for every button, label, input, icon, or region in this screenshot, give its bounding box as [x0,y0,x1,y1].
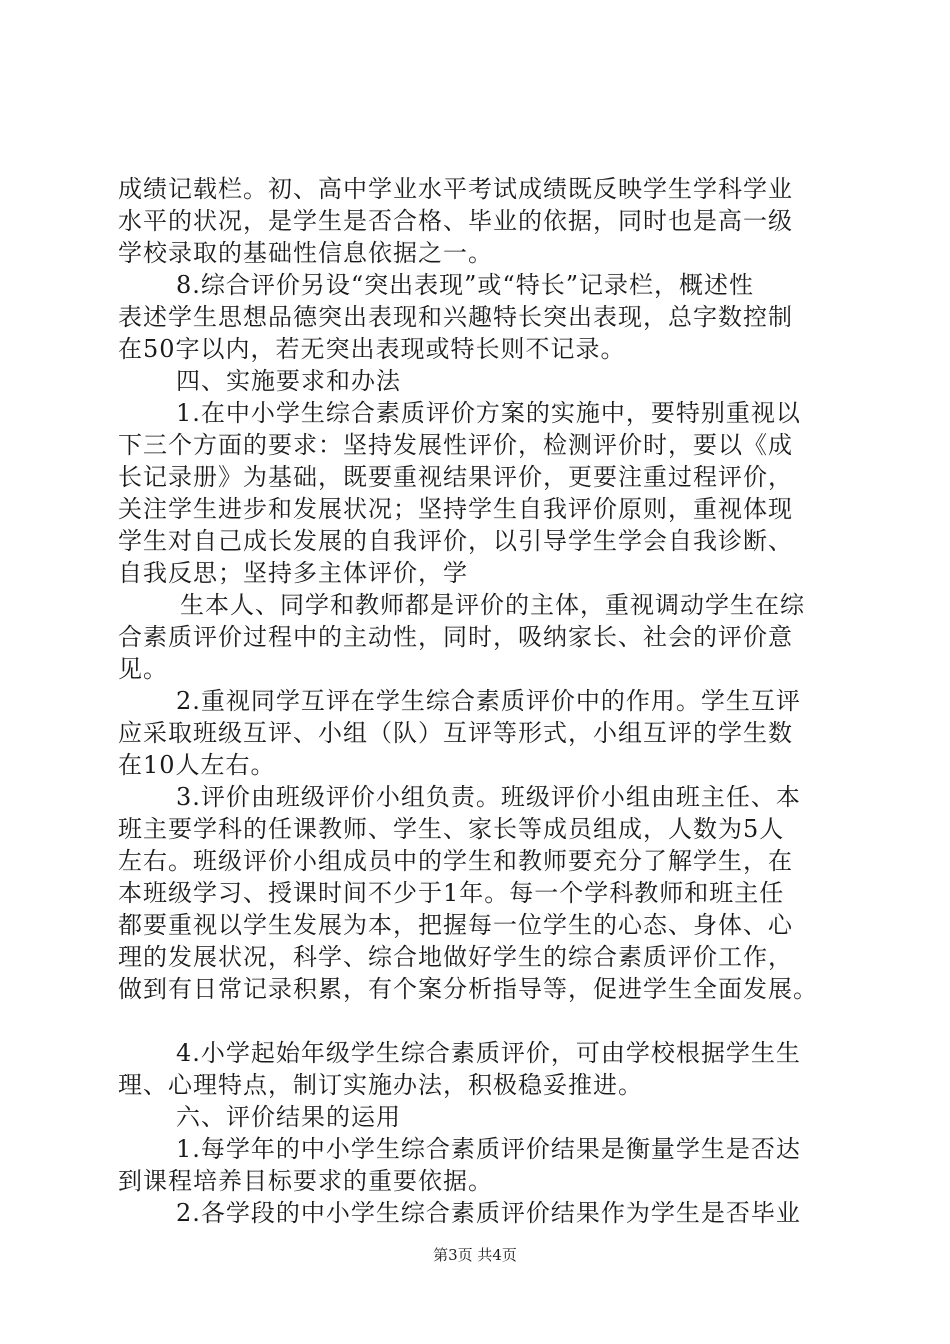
text-line: 做到有日常记录积累，有个案分析指导等，促进学生全面发展。 [118,975,818,1003]
section-heading: 四、实施要求和办法 [176,367,401,395]
text-line: 学校录取的基础性信息依据之一。 [118,239,493,267]
text-line: 水平的状况，是学生是否合格、毕业的依据，同时也是高一级 [118,207,793,235]
text-line: 到课程培养目标要求的重要依据。 [118,1167,493,1195]
paragraph-start: 4.小学起始年级学生综合素质评价，可由学校根据学生生 [176,1039,801,1067]
paragraph-start: 8.综合评价另设“突出表现”或“特长”记录栏，概述性 [176,271,754,299]
document-body [118,173,838,1229]
text-line: 学生对自己成长发展的自我评价，以引导学生学会自我诊断、 [118,527,793,555]
text-line: 自我反思；坚持多主体评价，学 [118,559,468,587]
section-heading: 六、评价结果的运用 [176,1103,401,1131]
text-line: 合素质评价过程中的主动性，同时，吸纳家长、社会的评价意 [118,623,793,651]
page-number-footer: 第3页 共4页 [433,1246,517,1264]
text-line: 应采取班级互评、小组（队）互评等形式，小组互评的学生数 [118,719,793,747]
text-line: 都要重视以学生发展为本，把握每一位学生的心态、身体、心 [118,911,793,939]
text-line: 理、心理特点，制订实施办法，积极稳妥推进。 [118,1071,643,1099]
paragraph-start: 1.每学年的中小学生综合素质评价结果是衡量学生是否达 [176,1135,801,1163]
text-line: 表述学生思想品德突出表现和兴趣特长突出表现，总字数控制 [118,303,793,331]
text-line: 长记录册》为基础，既要重视结果评价，更要注重过程评价， [118,463,793,491]
text-line: 成绩记载栏。初、高中学业水平考试成绩既反映学生学科学业 [118,175,793,203]
text-line: 左右。班级评价小组成员中的学生和教师要充分了解学生，在 [118,847,793,875]
paragraph-start: 2.重视同学互评在学生综合素质评价中的作用。学生互评 [176,687,801,715]
text-line: 在10人左右。 [118,751,276,779]
text-line: 见。 [118,655,168,683]
text-line: 在50字以内，若无突出表现或特长则不记录。 [118,335,626,363]
text-line: 理的发展状况，科学、综合地做好学生的综合素质评价工作， [118,943,793,971]
paragraph-start: 1.在中小学生综合素质评价方案的实施中，要特别重视以 [176,399,801,427]
blank-line [118,1005,838,1037]
paragraph-start: 2.各学段的中小学生综合素质评价结果作为学生是否毕业 [176,1199,801,1227]
text-line: 下三个方面的要求：坚持发展性评价，检测评价时，要以《成 [118,431,793,459]
paragraph-start: 3.评价由班级评价小组负责。班级评价小组由班主任、本 [176,783,801,811]
text-line: 本班级学习、授课时间不少于1年。每一个学科教师和班主任 [118,879,785,907]
paragraph-start: 生本人、同学和教师都是评价的主体，重视调动学生在综 [180,591,805,619]
text-line: 班主要学科的任课教师、学生、家长等成员组成，人数为5人 [118,815,785,843]
text-line: 关注学生进步和发展状况；坚持学生自我评价原则，重视体现 [118,495,793,523]
